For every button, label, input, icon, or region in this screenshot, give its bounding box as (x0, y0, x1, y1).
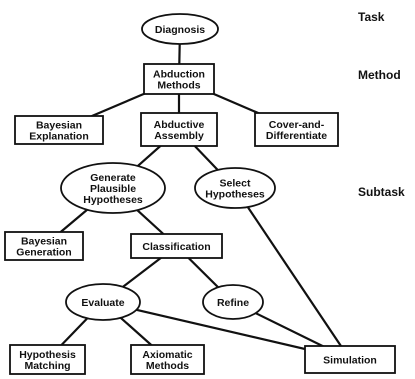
node-classification (131, 234, 222, 258)
node-select-hypotheses (195, 168, 275, 208)
node-abductive-assembly-label: Abductive (153, 118, 205, 131)
node-bayesian-explanation-label: Bayesian (35, 119, 83, 132)
edge-select-hypotheses-to-simulation (235, 188, 350, 360)
level-label-method: Method (358, 68, 401, 82)
node-generate-plausible-hypotheses-label: Generate (90, 171, 136, 184)
node-abductive-assembly-label: Assembly (154, 129, 204, 142)
node-diagnosis (142, 14, 218, 44)
node-classification-label: Classification (142, 240, 211, 253)
node-simulation-label: Simulation (323, 354, 377, 367)
node-cover-and-differentiate-label: Differentiate (265, 129, 328, 142)
node-hypothesis-matching-label: Matching (24, 359, 71, 372)
node-simulation (305, 346, 395, 373)
node-refine-label: Refine (216, 296, 250, 309)
node-cover-and-differentiate (255, 113, 338, 146)
node-select-hypotheses-label: Select (219, 177, 251, 190)
node-evaluate (66, 284, 140, 320)
node-generate-plausible-hypotheses-label: Hypotheses (83, 193, 143, 206)
node-generate-plausible-hypotheses-label: Plausible (89, 182, 137, 195)
nodes-layer (5, 14, 395, 374)
node-generate-plausible-hypotheses (61, 163, 165, 213)
level-label-subtask: Subtask (358, 185, 405, 199)
node-select-hypotheses-label: Hypotheses (205, 188, 265, 201)
level-label-task: Task (358, 10, 385, 24)
node-bayesian-generation-label: Bayesian (20, 235, 68, 248)
node-axiomatic-methods-label: Axiomatic (142, 348, 193, 361)
node-cover-and-differentiate-label: Cover-and- (268, 118, 325, 131)
node-bayesian-generation (5, 232, 83, 260)
level-labels (358, 10, 405, 199)
node-evaluate-label: Evaluate (81, 296, 125, 309)
node-abduction-methods-label: Methods (157, 79, 201, 92)
node-abduction-methods (144, 64, 214, 94)
node-abduction-methods-label: Abduction (153, 68, 205, 81)
node-diagnosis-label: Diagnosis (154, 23, 206, 36)
node-hypothesis-matching-label: Hypothesis (19, 348, 76, 361)
node-refine (203, 285, 263, 319)
node-hypothesis-matching (10, 345, 85, 374)
node-axiomatic-methods-label: Methods (145, 359, 190, 372)
node-bayesian-explanation-label: Explanation (29, 130, 89, 143)
node-abductive-assembly (141, 113, 217, 146)
node-axiomatic-methods (131, 345, 204, 374)
node-bayesian-generation-label: Generation (16, 246, 72, 259)
node-bayesian-explanation (15, 116, 103, 144)
